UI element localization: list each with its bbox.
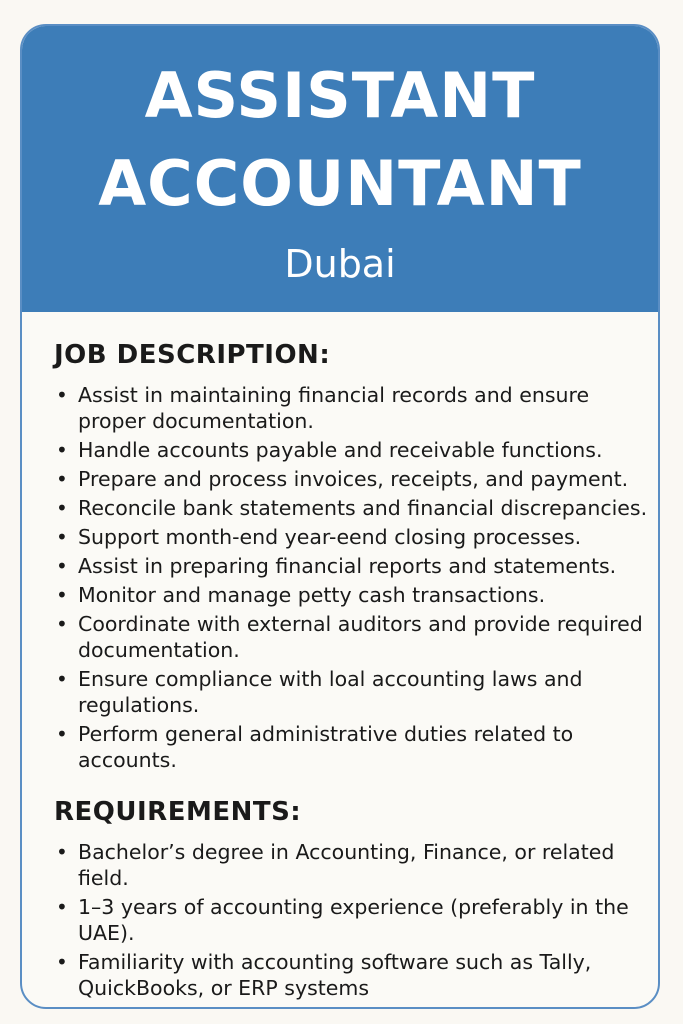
requirements-list — [54, 839, 654, 1001]
bullet-icon: • — [56, 496, 68, 520]
list-item — [54, 839, 654, 891]
header-banner — [22, 26, 658, 312]
job-title-line-1: ASSISTANT — [144, 59, 536, 132]
list-item — [54, 524, 654, 550]
list-item — [54, 666, 654, 718]
list-item-text: Ensure compliance with loal accounting laws and regulations. — [78, 667, 583, 717]
bullet-icon: • — [56, 467, 68, 491]
list-item-text: Assist in preparing financial reports and statements. — [78, 554, 617, 578]
bullet-icon: • — [56, 895, 68, 919]
bullet-icon: • — [56, 722, 68, 746]
list-item-text: Monitor and manage petty cash transactions. — [78, 583, 546, 607]
bullet-icon: • — [56, 525, 68, 549]
list-item — [54, 437, 654, 463]
job-title-line-2: ACCOUNTANT — [98, 147, 582, 220]
list-item — [54, 949, 654, 1001]
bullet-icon: • — [56, 667, 68, 691]
list-item — [54, 894, 654, 946]
list-item-text: Reconcile bank statements and financial discrepancies. — [78, 496, 648, 520]
list-item-text: Coordinate with external auditors and provide required documentation. — [78, 612, 643, 662]
bullet-icon: • — [56, 612, 68, 636]
bullet-icon: • — [56, 583, 68, 607]
bullet-icon: • — [56, 840, 68, 864]
job-description-heading: JOB DESCRIPTION: — [54, 340, 331, 370]
bullet-icon: • — [56, 383, 68, 407]
list-item — [54, 382, 654, 434]
requirements-heading: REQUIREMENTS: — [54, 797, 302, 827]
bullet-icon: • — [56, 554, 68, 578]
list-item-text: Bachelor’s degree in Accounting, Finance, or related field. — [78, 840, 615, 890]
list-item — [54, 582, 654, 608]
list-item — [54, 466, 654, 492]
list-item-text: Perform general administrative duties related to accounts. — [78, 722, 574, 772]
list-item-text: Familiarity with accounting software such as Tally, QuickBooks, or ERP systems — [78, 950, 592, 1000]
bullet-icon: • — [56, 438, 68, 462]
list-item-text: Prepare and process invoices, receipts, and payment. — [78, 467, 629, 491]
bullet-icon: • — [56, 950, 68, 974]
job-location: Dubai — [284, 242, 396, 286]
list-item — [54, 553, 654, 579]
list-item-text: Handle accounts payable and receivable functions. — [78, 438, 603, 462]
job-description-list — [54, 382, 654, 773]
list-item-text: 1–3 years of accounting experience (preferably in the UAE). — [78, 895, 629, 945]
list-item-text: Assist in maintaining financial records and ensure proper documentation. — [78, 383, 590, 433]
list-item — [54, 611, 654, 663]
content-body — [54, 338, 654, 1004]
list-item — [54, 721, 654, 773]
list-item — [54, 495, 654, 521]
list-item-text: Support month-end year-eend closing processes. — [78, 525, 582, 549]
job-posting-card — [20, 24, 660, 1009]
